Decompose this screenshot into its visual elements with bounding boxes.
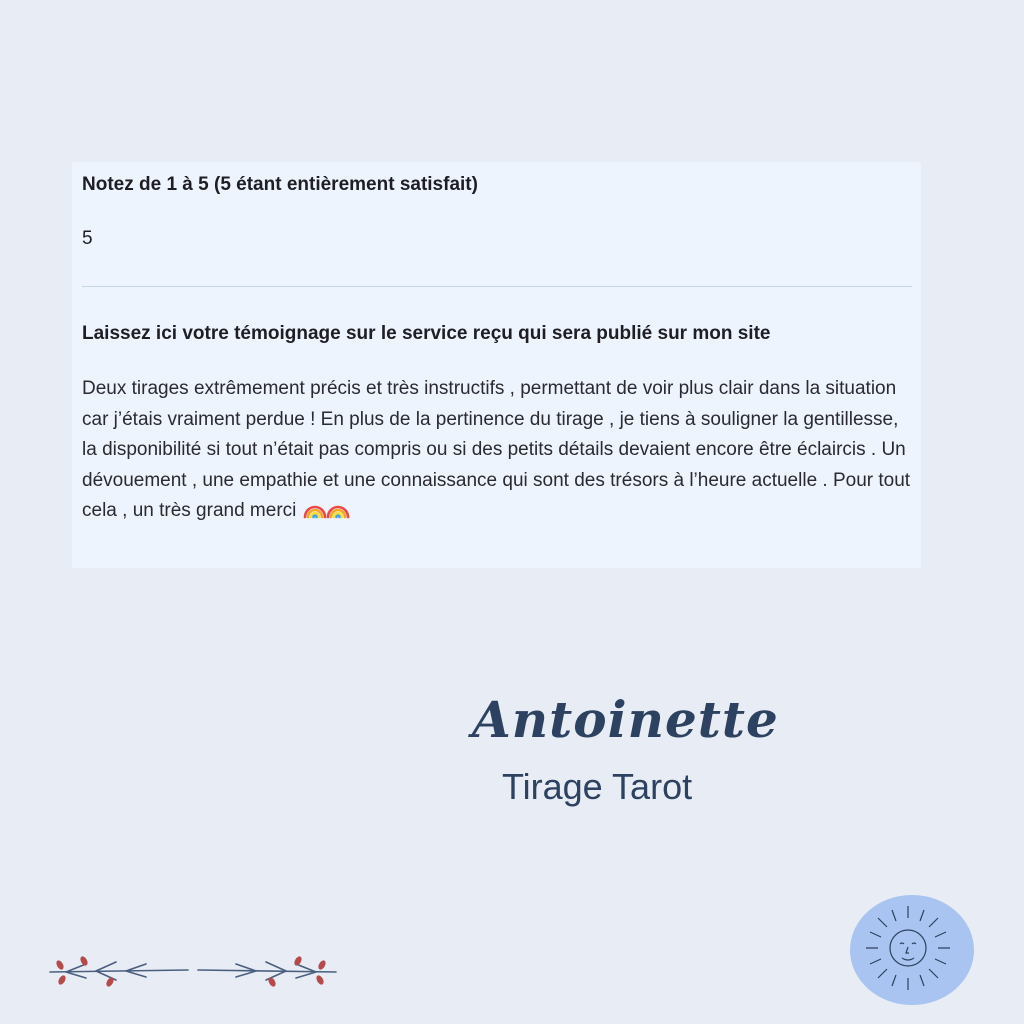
signature-subtitle: Tirage Tarot: [502, 766, 693, 807]
testimonial-question: Laissez ici votre témoignage sur le service reçu qui sera publié sur mon site: [82, 323, 771, 344]
testimonial-card: [72, 162, 921, 568]
rainbow-icon: [302, 497, 350, 530]
rating-answer: 5: [82, 228, 93, 249]
testimonial-answer-block: [82, 374, 914, 530]
rating-question: Notez de 1 à 5 (5 étant entièrement satisfait): [82, 174, 478, 195]
testimonial-answer: Deux tirages extrêmement précis et très instructifs , permettant de voir plus clair dans la situation car j’étais vraiment perdue ! En plus de la pertinence du tirage , je tiens à souligner la gentillesse, la disponibilité si tout n’était pas compris ou si des petits détails devaient encore être éclaircis . Un dévouement , une empathie et une connaissance qui sont des trésors à l’heure actuelle . Pour tout cela , un très grand merci: [82, 378, 911, 521]
sun-face-icon: [846, 892, 978, 1013]
branch-divider-icon: [46, 944, 338, 999]
divider: [82, 286, 912, 287]
signature-name: Antoinette: [472, 690, 779, 749]
